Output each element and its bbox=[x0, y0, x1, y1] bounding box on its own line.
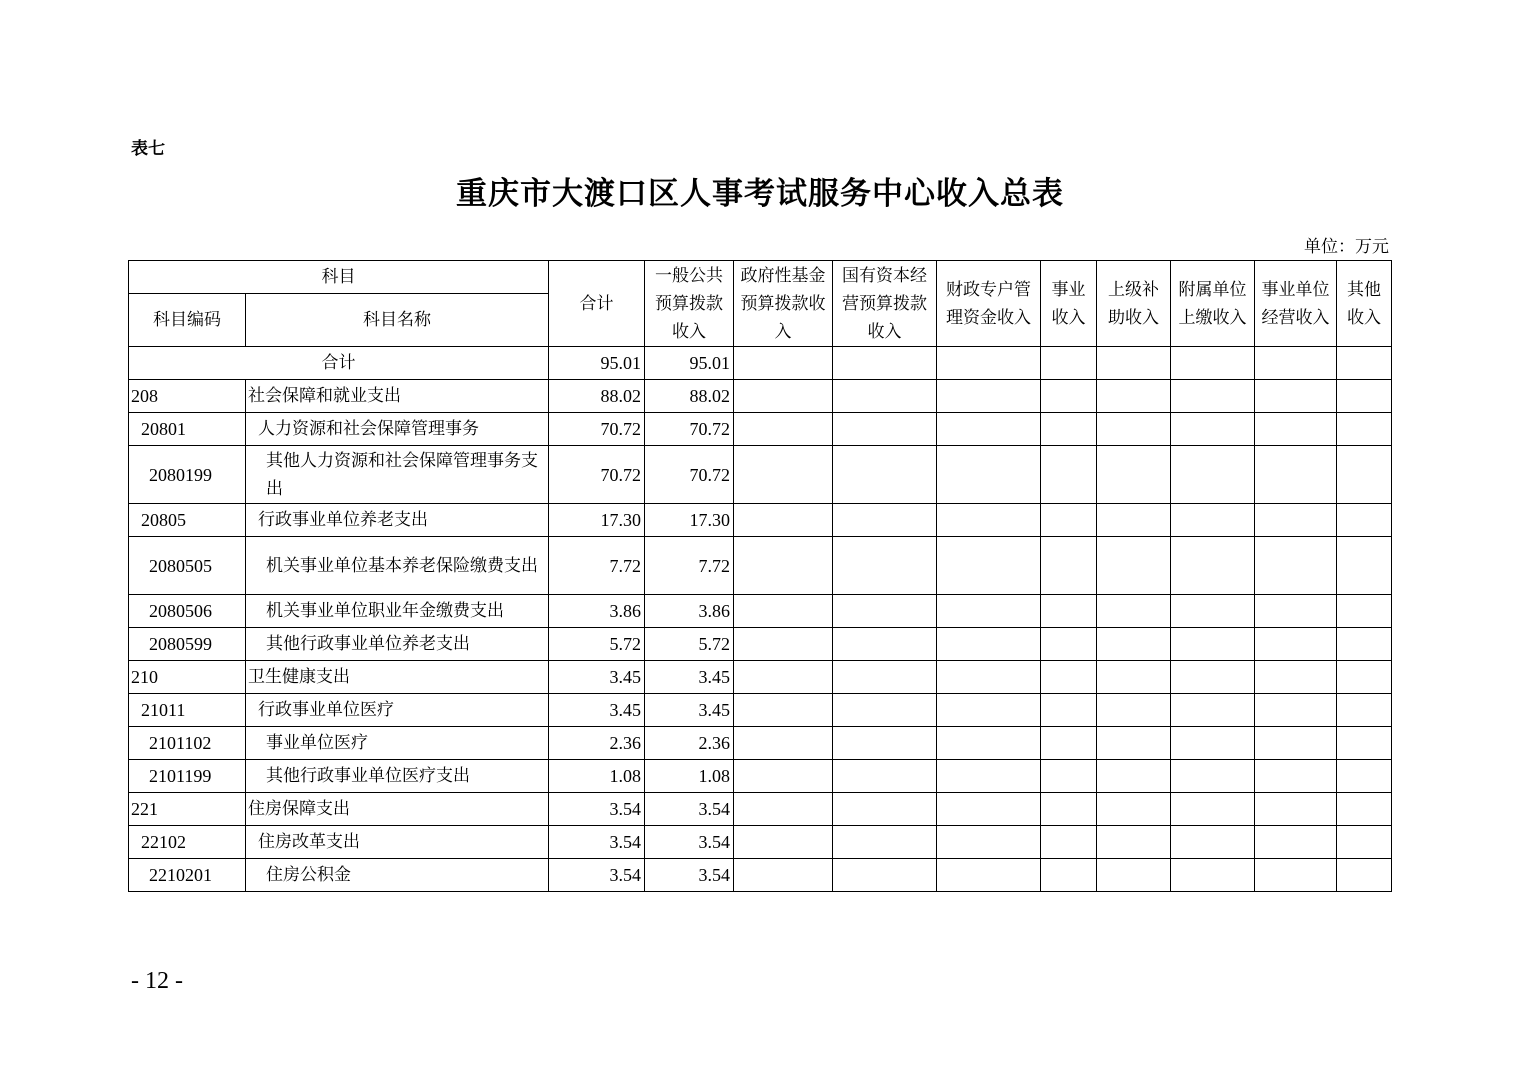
empty-cell bbox=[833, 628, 937, 661]
empty-cell bbox=[937, 537, 1041, 595]
total-cell: 3.54 bbox=[549, 859, 645, 892]
empty-cell bbox=[937, 595, 1041, 628]
subject-name-cell: 其他行政事业单位养老支出 bbox=[246, 628, 549, 661]
empty-cell bbox=[1171, 504, 1255, 537]
total-cell: 1.08 bbox=[549, 760, 645, 793]
empty-cell bbox=[1097, 694, 1171, 727]
empty-cell bbox=[734, 694, 833, 727]
general-budget-cell: 3.86 bbox=[645, 595, 734, 628]
empty-cell bbox=[734, 347, 833, 380]
table-row bbox=[129, 793, 1392, 826]
header-general-budget: 一般公共预算拨款收入 bbox=[645, 261, 734, 347]
header-subject-code: 科目编码 bbox=[129, 294, 246, 347]
empty-cell bbox=[1337, 537, 1392, 595]
empty-cell bbox=[937, 628, 1041, 661]
subject-name-cell: 卫生健康支出 bbox=[246, 661, 549, 694]
table-row bbox=[129, 760, 1392, 793]
subject-name-cell: 事业单位医疗 bbox=[246, 727, 549, 760]
empty-cell bbox=[833, 446, 937, 504]
empty-cell bbox=[833, 793, 937, 826]
empty-cell bbox=[1337, 826, 1392, 859]
empty-cell bbox=[1255, 760, 1337, 793]
subject-name-cell: 其他人力资源和社会保障管理事务支出 bbox=[246, 446, 549, 504]
table-row bbox=[129, 380, 1392, 413]
empty-cell bbox=[1337, 595, 1392, 628]
empty-cell bbox=[734, 380, 833, 413]
empty-cell bbox=[937, 727, 1041, 760]
empty-cell bbox=[833, 413, 937, 446]
empty-cell bbox=[937, 380, 1041, 413]
empty-cell bbox=[833, 347, 937, 380]
empty-cell bbox=[1171, 413, 1255, 446]
empty-cell bbox=[1255, 661, 1337, 694]
document-title: 重庆市大渡口区人事考试服务中心收入总表 bbox=[456, 176, 1064, 212]
table-row bbox=[129, 661, 1392, 694]
empty-cell bbox=[1255, 504, 1337, 537]
empty-cell bbox=[1171, 347, 1255, 380]
empty-cell bbox=[1097, 628, 1171, 661]
empty-cell bbox=[1337, 347, 1392, 380]
total-cell: 3.54 bbox=[549, 793, 645, 826]
header-fiscal-special: 财政专户管理资金收入 bbox=[937, 261, 1041, 347]
empty-cell bbox=[1337, 694, 1392, 727]
general-budget-cell: 3.54 bbox=[645, 859, 734, 892]
subject-name-cell: 社会保障和就业支出 bbox=[246, 380, 549, 413]
empty-cell bbox=[1337, 413, 1392, 446]
empty-cell bbox=[833, 595, 937, 628]
empty-cell bbox=[1255, 793, 1337, 826]
unit-note: 单位：万元 bbox=[1304, 237, 1389, 257]
empty-cell bbox=[1337, 628, 1392, 661]
empty-cell bbox=[734, 859, 833, 892]
empty-cell bbox=[1337, 661, 1392, 694]
empty-cell bbox=[1171, 380, 1255, 413]
empty-cell bbox=[1041, 347, 1097, 380]
total-cell: 7.72 bbox=[549, 537, 645, 595]
empty-cell bbox=[1041, 446, 1097, 504]
empty-cell bbox=[1171, 537, 1255, 595]
header-business: 事业单位经营收入 bbox=[1255, 261, 1337, 347]
general-budget-cell: 5.72 bbox=[645, 628, 734, 661]
subject-code-cell: 221 bbox=[129, 793, 246, 826]
header-other: 其他收入 bbox=[1337, 261, 1392, 347]
table-row bbox=[129, 413, 1392, 446]
table-row bbox=[129, 504, 1392, 537]
subject-code-cell: 20805 bbox=[129, 504, 246, 537]
empty-cell bbox=[1255, 628, 1337, 661]
subject-name-cell: 机关事业单位职业年金缴费支出 bbox=[246, 595, 549, 628]
empty-cell bbox=[833, 661, 937, 694]
empty-cell bbox=[1171, 595, 1255, 628]
subject-code-cell: 2080505 bbox=[129, 537, 246, 595]
subject-name-cell: 住房公积金 bbox=[246, 859, 549, 892]
header-subject-group: 科目 bbox=[129, 261, 549, 294]
empty-cell bbox=[1097, 380, 1171, 413]
empty-cell bbox=[833, 537, 937, 595]
empty-cell bbox=[1041, 859, 1097, 892]
empty-cell bbox=[1171, 727, 1255, 760]
empty-cell bbox=[833, 760, 937, 793]
empty-cell bbox=[1041, 380, 1097, 413]
subject-code-cell: 2101199 bbox=[129, 760, 246, 793]
header-gov-fund: 政府性基金预算拨款收入 bbox=[734, 261, 833, 347]
empty-cell bbox=[1097, 504, 1171, 537]
empty-cell bbox=[1097, 413, 1171, 446]
total-row-total: 95.01 bbox=[549, 347, 645, 380]
total-cell: 88.02 bbox=[549, 380, 645, 413]
subject-name-cell: 住房改革支出 bbox=[246, 826, 549, 859]
empty-cell bbox=[1337, 859, 1392, 892]
empty-cell bbox=[937, 793, 1041, 826]
empty-cell bbox=[1337, 446, 1392, 504]
empty-cell bbox=[1255, 694, 1337, 727]
empty-cell bbox=[734, 537, 833, 595]
total-cell: 5.72 bbox=[549, 628, 645, 661]
income-summary-table bbox=[128, 260, 1392, 892]
total-cell: 3.86 bbox=[549, 595, 645, 628]
empty-cell bbox=[937, 347, 1041, 380]
total-cell: 2.36 bbox=[549, 727, 645, 760]
subject-name-cell: 行政事业单位医疗 bbox=[246, 694, 549, 727]
general-budget-cell: 1.08 bbox=[645, 760, 734, 793]
empty-cell bbox=[1041, 760, 1097, 793]
subject-code-cell: 2210201 bbox=[129, 859, 246, 892]
empty-cell bbox=[1337, 727, 1392, 760]
general-budget-cell: 17.30 bbox=[645, 504, 734, 537]
subject-name-cell: 机关事业单位基本养老保险缴费支出 bbox=[246, 537, 549, 595]
total-row bbox=[129, 347, 1392, 380]
empty-cell bbox=[1097, 446, 1171, 504]
empty-cell bbox=[1097, 760, 1171, 793]
empty-cell bbox=[833, 727, 937, 760]
subject-code-cell: 2080199 bbox=[129, 446, 246, 504]
total-cell: 3.54 bbox=[549, 826, 645, 859]
general-budget-cell: 3.45 bbox=[645, 694, 734, 727]
header-state-capital: 国有资本经营预算拨款收入 bbox=[833, 261, 937, 347]
empty-cell bbox=[937, 446, 1041, 504]
empty-cell bbox=[937, 826, 1041, 859]
empty-cell bbox=[1255, 380, 1337, 413]
empty-cell bbox=[1041, 504, 1097, 537]
empty-cell bbox=[937, 504, 1041, 537]
general-budget-cell: 88.02 bbox=[645, 380, 734, 413]
empty-cell bbox=[1041, 595, 1097, 628]
empty-cell bbox=[1097, 826, 1171, 859]
empty-cell bbox=[1337, 793, 1392, 826]
empty-cell bbox=[734, 504, 833, 537]
empty-cell bbox=[734, 793, 833, 826]
empty-cell bbox=[1171, 826, 1255, 859]
empty-cell bbox=[1255, 537, 1337, 595]
table-row bbox=[129, 826, 1392, 859]
page-number: - 12 - bbox=[131, 968, 183, 994]
empty-cell bbox=[833, 826, 937, 859]
table-row bbox=[129, 595, 1392, 628]
total-row-label: 合计 bbox=[129, 347, 549, 380]
general-budget-cell: 3.54 bbox=[645, 793, 734, 826]
empty-cell bbox=[734, 595, 833, 628]
empty-cell bbox=[1097, 727, 1171, 760]
empty-cell bbox=[1171, 628, 1255, 661]
empty-cell bbox=[734, 760, 833, 793]
total-cell: 3.45 bbox=[549, 694, 645, 727]
empty-cell bbox=[1171, 793, 1255, 826]
empty-cell bbox=[1041, 537, 1097, 595]
table-row bbox=[129, 537, 1392, 595]
empty-cell bbox=[1041, 727, 1097, 760]
general-budget-cell: 2.36 bbox=[645, 727, 734, 760]
empty-cell bbox=[937, 413, 1041, 446]
subject-code-cell: 2080506 bbox=[129, 595, 246, 628]
empty-cell bbox=[833, 504, 937, 537]
empty-cell bbox=[833, 694, 937, 727]
empty-cell bbox=[734, 446, 833, 504]
general-budget-cell: 70.72 bbox=[645, 446, 734, 504]
header-superior-subsidy: 上级补助收入 bbox=[1097, 261, 1171, 347]
empty-cell bbox=[1041, 628, 1097, 661]
header-total: 合计 bbox=[549, 261, 645, 347]
table-row bbox=[129, 859, 1392, 892]
subject-code-cell: 2080599 bbox=[129, 628, 246, 661]
total-cell: 17.30 bbox=[549, 504, 645, 537]
header-subject-name: 科目名称 bbox=[246, 294, 549, 347]
empty-cell bbox=[1097, 537, 1171, 595]
empty-cell bbox=[1337, 760, 1392, 793]
total-row-general-budget: 95.01 bbox=[645, 347, 734, 380]
table-row bbox=[129, 694, 1392, 727]
subject-code-cell: 22102 bbox=[129, 826, 246, 859]
empty-cell bbox=[1171, 760, 1255, 793]
empty-cell bbox=[1171, 694, 1255, 727]
total-cell: 70.72 bbox=[549, 413, 645, 446]
empty-cell bbox=[1255, 413, 1337, 446]
empty-cell bbox=[937, 694, 1041, 727]
table-row bbox=[129, 628, 1392, 661]
empty-cell bbox=[1097, 661, 1171, 694]
empty-cell bbox=[734, 628, 833, 661]
empty-cell bbox=[937, 661, 1041, 694]
subject-name-cell: 其他行政事业单位医疗支出 bbox=[246, 760, 549, 793]
empty-cell bbox=[1041, 826, 1097, 859]
subject-name-cell: 人力资源和社会保障管理事务 bbox=[246, 413, 549, 446]
general-budget-cell: 70.72 bbox=[645, 413, 734, 446]
empty-cell bbox=[1255, 446, 1337, 504]
empty-cell bbox=[1255, 727, 1337, 760]
empty-cell bbox=[1041, 694, 1097, 727]
header-institution: 事业收入 bbox=[1041, 261, 1097, 347]
table-row bbox=[129, 727, 1392, 760]
empty-cell bbox=[1255, 595, 1337, 628]
empty-cell bbox=[1255, 826, 1337, 859]
empty-cell bbox=[1097, 859, 1171, 892]
empty-cell bbox=[1097, 793, 1171, 826]
empty-cell bbox=[1171, 661, 1255, 694]
empty-cell bbox=[833, 380, 937, 413]
empty-cell bbox=[734, 413, 833, 446]
empty-cell bbox=[1255, 347, 1337, 380]
subject-code-cell: 21011 bbox=[129, 694, 246, 727]
general-budget-cell: 7.72 bbox=[645, 537, 734, 595]
subject-code-cell: 20801 bbox=[129, 413, 246, 446]
total-cell: 70.72 bbox=[549, 446, 645, 504]
subject-name-cell: 住房保障支出 bbox=[246, 793, 549, 826]
empty-cell bbox=[1171, 446, 1255, 504]
table-label: 表七 bbox=[131, 139, 165, 159]
general-budget-cell: 3.54 bbox=[645, 826, 734, 859]
empty-cell bbox=[937, 859, 1041, 892]
subject-code-cell: 2101102 bbox=[129, 727, 246, 760]
empty-cell bbox=[1097, 347, 1171, 380]
empty-cell bbox=[937, 760, 1041, 793]
empty-cell bbox=[734, 727, 833, 760]
empty-cell bbox=[734, 661, 833, 694]
subject-code-cell: 210 bbox=[129, 661, 246, 694]
header-affiliated: 附属单位上缴收入 bbox=[1171, 261, 1255, 347]
table-row bbox=[129, 446, 1392, 504]
subject-name-cell: 行政事业单位养老支出 bbox=[246, 504, 549, 537]
empty-cell bbox=[833, 859, 937, 892]
empty-cell bbox=[1337, 504, 1392, 537]
empty-cell bbox=[1337, 380, 1392, 413]
general-budget-cell: 3.45 bbox=[645, 661, 734, 694]
empty-cell bbox=[1041, 661, 1097, 694]
subject-code-cell: 208 bbox=[129, 380, 246, 413]
total-cell: 3.45 bbox=[549, 661, 645, 694]
empty-cell bbox=[1041, 413, 1097, 446]
empty-cell bbox=[1171, 859, 1255, 892]
empty-cell bbox=[1255, 859, 1337, 892]
empty-cell bbox=[1097, 595, 1171, 628]
empty-cell bbox=[734, 826, 833, 859]
empty-cell bbox=[1041, 793, 1097, 826]
